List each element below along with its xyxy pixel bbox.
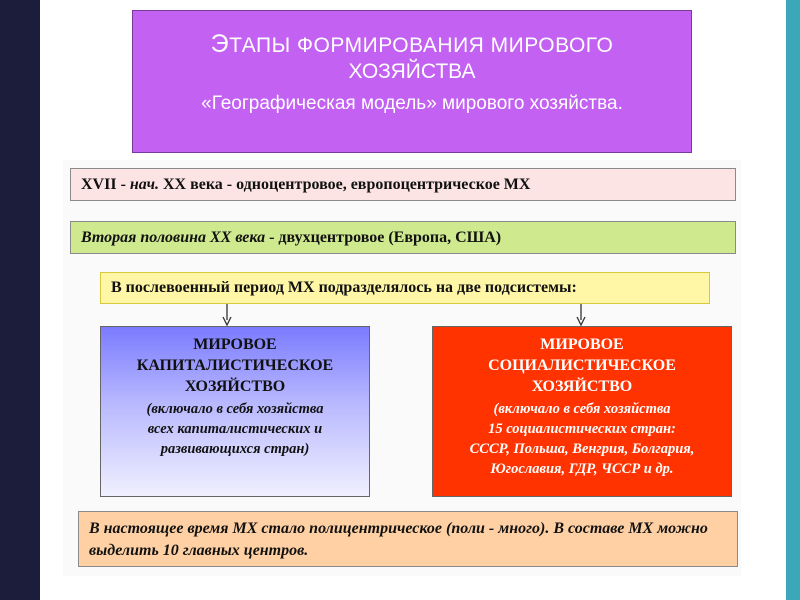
arrow-down-icon: [220, 304, 234, 326]
socialist-heading: МИРОВОЕ СОЦИАЛИСТИЧЕСКОЕ ХОЗЯЙСТВО: [488, 336, 676, 395]
stage-bar-1: XVII - нач. XX века - одноцентровое, европоцентрическое МХ: [70, 168, 736, 201]
capitalist-economy-box: [100, 326, 370, 497]
socialist-economy-box: [432, 326, 732, 497]
scalloped-border: [22, 0, 62, 600]
stage-bar-2: Вторая половина XX века - двухцентровое (Европа, США): [70, 221, 736, 254]
capitalist-note: (включало в себя хозяйства всех капиталистических и развивающихся стран): [146, 401, 324, 457]
subtitle: «Географическая модель» мирового хозяйства.: [201, 93, 623, 114]
capitalist-heading: МИРОВОЕ КАПИТАЛИСТИЧЕСКОЕ ХОЗЯЙСТВО: [136, 336, 334, 395]
stage-bar-3: В послевоенный период МХ подразделялось на две подсистемы:: [100, 272, 710, 304]
socialist-note: (включало в себя хозяйства 15 социалистических стран: СССР, Польша, Венгрия, Болгария, Югославия, ГДР, ЧССР и др.: [469, 401, 695, 477]
title-box: [132, 10, 692, 153]
arrow-down-icon: [574, 304, 588, 326]
title-line-2: ХОЗЯЙСТВА: [348, 60, 476, 83]
title-line-1: ЭТАПЫ ФОРМИРОВАНИЯ МИРОВОГО: [210, 30, 614, 58]
right-accent-stripe: [786, 0, 800, 600]
stage-bar-present: В настоящее время МХ стало полицентрическое (поли - много). В составе МХ можно выделить 10 главных центров.: [78, 511, 738, 567]
